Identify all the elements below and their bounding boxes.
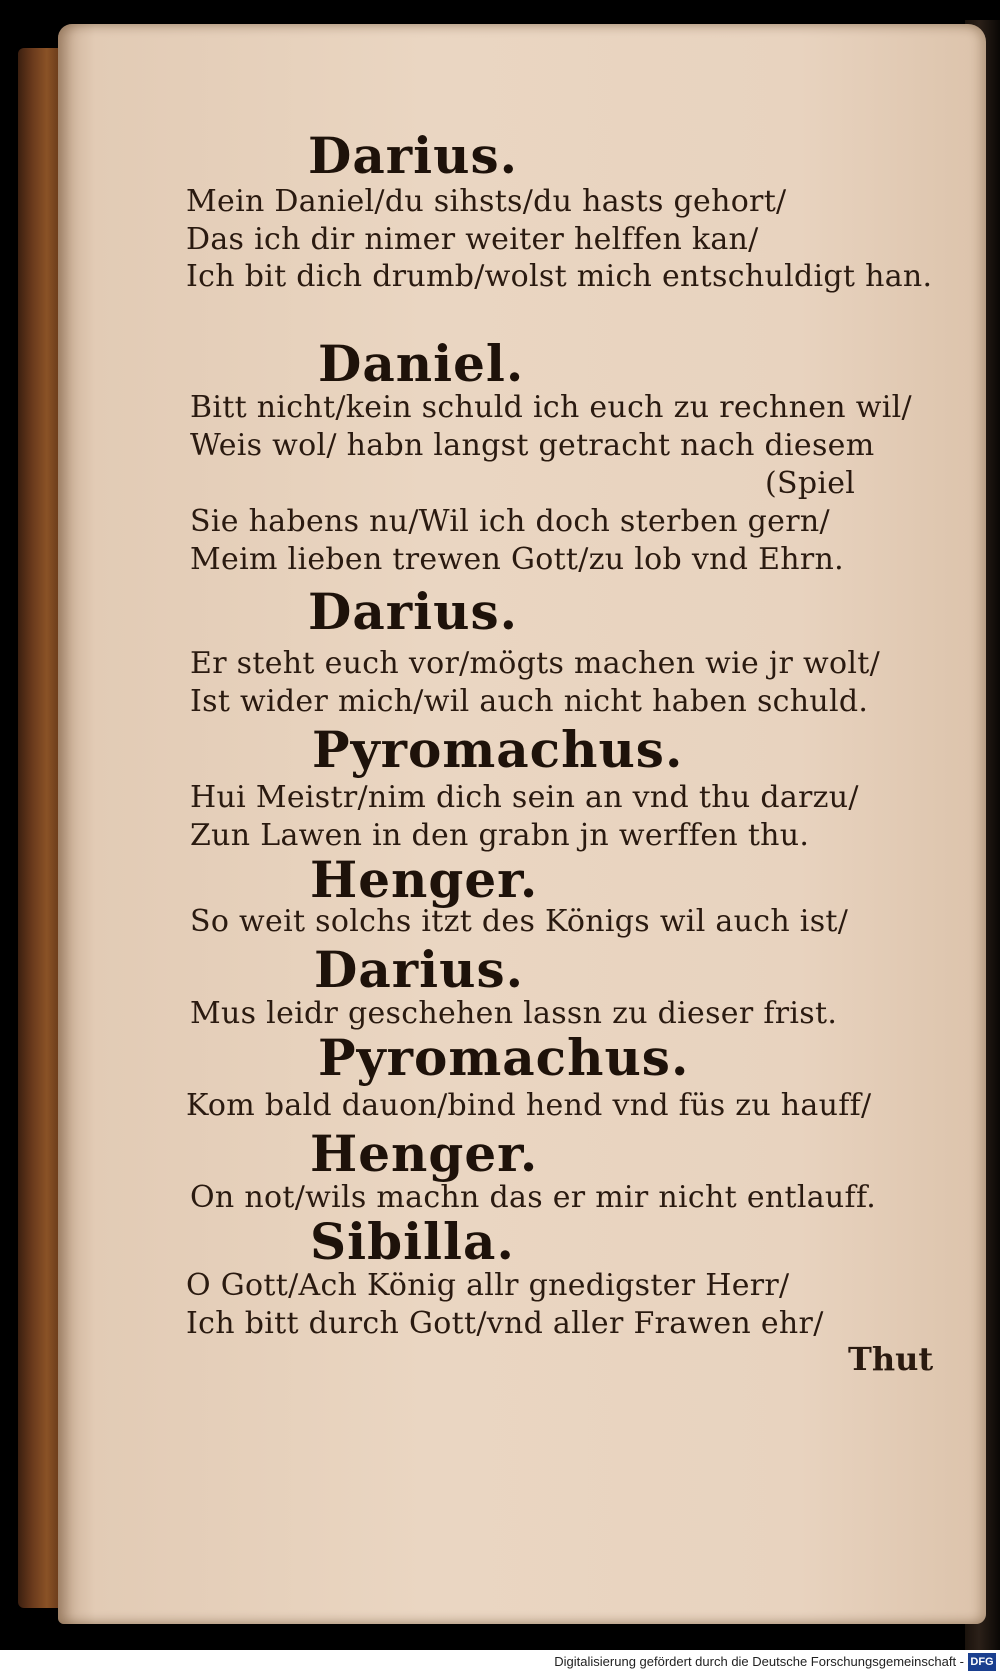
verse-line: Meim lieben trewen Gott/zu lob vnd Ehrn. xyxy=(190,542,844,577)
verse-line: Hui Meistr/nim dich sein an vnd thu darzu/ xyxy=(190,780,859,815)
speaker-heading: Darius. xyxy=(308,126,519,185)
speaker-heading: Sibilla. xyxy=(310,1212,515,1271)
speaker-heading: Pyromachus. xyxy=(318,1028,690,1087)
verse-line: Kom bald dauon/bind hend vnd füs zu hauff/ xyxy=(186,1088,872,1123)
verse-line: So weit solchs itzt des Königs wil auch ist/ xyxy=(190,904,849,939)
speaker-heading: Darius. xyxy=(314,940,525,999)
speaker-heading: Daniel. xyxy=(318,334,525,393)
verse-line: Bitt nicht/kein schuld ich euch zu rechnen wil/ xyxy=(190,390,912,425)
verse-line: Das ich dir nimer weiter helffen kan/ xyxy=(186,222,759,257)
funding-notice: Digitalisierung gefördert durch die Deutsche Forschungsgemeinschaft - xyxy=(554,1654,964,1669)
verse-line: Ich bitt durch Gott/vnd aller Frawen ehr/ xyxy=(186,1306,824,1341)
footer-bar xyxy=(0,1650,1000,1676)
verse-line: Sie habens nu/Wil ich doch sterben gern/ xyxy=(190,504,830,539)
verse-line: Zun Lawen in den grabn jn werffen thu. xyxy=(190,818,810,853)
speaker-heading: Henger. xyxy=(310,850,539,909)
verse-line: Mein Daniel/du sihsts/du hasts gehort/ xyxy=(186,184,787,219)
verse-line: O Gott/Ach König allr gnedigster Herr/ xyxy=(186,1268,790,1303)
speaker-heading: Henger. xyxy=(310,1124,539,1183)
verse-line: Ich bit dich drumb/wolst mich entschuldigt han. xyxy=(186,259,933,294)
verse-line: Mus leidr geschehen lassn zu dieser frist. xyxy=(190,996,838,1031)
verse-line: Ist wider mich/wil auch nicht haben schuld. xyxy=(190,684,869,719)
verse-line: Er steht euch vor/mögts machen wie jr wolt/ xyxy=(190,646,880,681)
verse-line: On not/wils machn das er mir nicht entlauff. xyxy=(190,1180,877,1215)
verse-line: Weis wol/ habn langst getracht nach diesem xyxy=(190,428,875,463)
speaker-heading: Darius. xyxy=(308,582,519,641)
speaker-heading: Pyromachus. xyxy=(312,720,684,779)
dfg-logo: DFG xyxy=(968,1653,996,1671)
verse-line-runover: (Spiel xyxy=(765,466,856,501)
catchword: Thut xyxy=(848,1340,934,1378)
